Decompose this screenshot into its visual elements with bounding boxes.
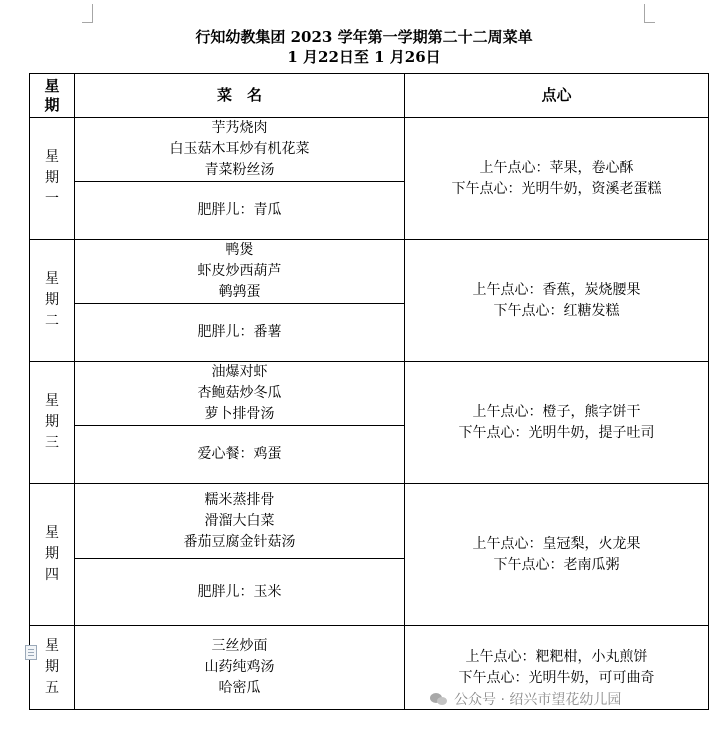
day-char: 星 [45, 271, 59, 287]
table-header-row [30, 74, 709, 118]
dishes-cell-wednesday [75, 362, 405, 426]
table-row [30, 484, 709, 559]
snack-item: 下午点心：光明牛奶，资溪老蛋糕 [451, 180, 662, 197]
day-char: 期 [45, 170, 59, 186]
menu-date-range: 1 月22日至 1 月26日 [287, 48, 441, 66]
day-char: 期 [45, 414, 59, 430]
extra-meal-thursday: 肥胖儿：玉米 [75, 559, 405, 626]
dishes-cell-thursday [75, 484, 405, 559]
document-icon [25, 645, 37, 660]
table-row [30, 240, 709, 304]
day-cell-friday [30, 626, 75, 710]
dish-item: 青菜粉丝汤 [204, 162, 275, 178]
watermark-text: 公众号 · 绍兴市望花幼儿园 [454, 692, 622, 708]
dish-item: 三丝炒面 [211, 638, 268, 654]
table-row [30, 362, 709, 426]
snacks-cell-monday [405, 118, 709, 240]
dish-item: 虾皮炒西葫芦 [197, 263, 282, 279]
day-char: 期 [45, 546, 59, 562]
day-char: 星 [45, 525, 59, 541]
page-corner-mark-right [644, 4, 655, 23]
weekly-menu-table [29, 73, 709, 710]
snack-item: 下午点心：老南瓜粥 [493, 556, 620, 573]
page-corner-mark-left [82, 4, 93, 23]
dishes-cell-tuesday [75, 240, 405, 304]
day-cell-wednesday [30, 362, 75, 484]
extra-meal-tuesday: 肥胖儿：番薯 [75, 304, 405, 362]
header-snacks: 点心 [405, 74, 709, 118]
header-dishes: 菜 名 [75, 74, 405, 118]
day-char: 期 [45, 292, 59, 308]
header-day-char: 期 [44, 95, 60, 114]
dish-item: 萝卜排骨汤 [204, 406, 275, 422]
day-char: 期 [45, 659, 59, 675]
dish-item: 鹌鹑蛋 [218, 284, 261, 300]
header-day [30, 74, 75, 118]
dish-item: 芋艿烧肉 [211, 120, 268, 136]
day-char: 星 [45, 149, 59, 165]
day-char: 三 [45, 435, 59, 451]
dishes-cell-monday [75, 118, 405, 182]
wechat-icon [430, 691, 448, 707]
dish-item: 杏鲍菇炒冬瓜 [197, 385, 282, 401]
dish-item: 番茄豆腐金针菇汤 [183, 533, 296, 550]
day-cell-monday [30, 118, 75, 240]
dish-item: 糯米蒸排骨 [204, 491, 275, 508]
extra-meal-monday: 肥胖儿：青瓜 [75, 182, 405, 240]
snacks-cell-wednesday [405, 362, 709, 484]
snack-item: 下午点心：光明牛奶，可可曲奇 [458, 669, 655, 686]
watermark [430, 688, 621, 710]
menu-title: 行知幼教集团 2023 学年第一学期第二十二周菜单 [195, 28, 533, 46]
day-cell-tuesday [30, 240, 75, 362]
day-cell-thursday [30, 484, 75, 626]
dish-item: 白玉菇木耳炒有机花菜 [169, 141, 310, 157]
day-char: 四 [45, 567, 59, 583]
dish-item: 油爆对虾 [211, 364, 268, 380]
day-char: 五 [45, 680, 59, 696]
day-char: 一 [45, 191, 59, 207]
dish-item: 哈密瓜 [218, 680, 261, 696]
snack-item: 上午点心：香蕉，炭烧腰果 [472, 281, 641, 298]
snack-item: 下午点心：光明牛奶，提子吐司 [458, 424, 655, 441]
dishes-cell-friday [75, 626, 405, 710]
table-row [30, 118, 709, 182]
extra-meal-wednesday: 爱心餐：鸡蛋 [75, 426, 405, 484]
dish-item: 鸭煲 [225, 242, 254, 258]
day-char: 星 [45, 393, 59, 409]
day-char: 星 [45, 638, 59, 654]
snack-item: 上午点心：粑粑柑，小丸煎饼 [465, 648, 648, 665]
snack-item: 上午点心：苹果，卷心酥 [479, 159, 634, 176]
snacks-cell-tuesday [405, 240, 709, 362]
dish-item: 滑溜大白菜 [204, 512, 275, 529]
snack-item: 上午点心：皇冠梨，火龙果 [472, 535, 641, 552]
snack-item: 下午点心：红糖发糕 [493, 302, 620, 319]
header-day-char: 星 [44, 76, 60, 95]
snack-item: 上午点心：橙子，熊字饼干 [472, 403, 641, 420]
snacks-cell-thursday [405, 484, 709, 626]
day-char: 二 [45, 313, 59, 329]
dish-item: 山药纯鸡汤 [204, 659, 275, 675]
